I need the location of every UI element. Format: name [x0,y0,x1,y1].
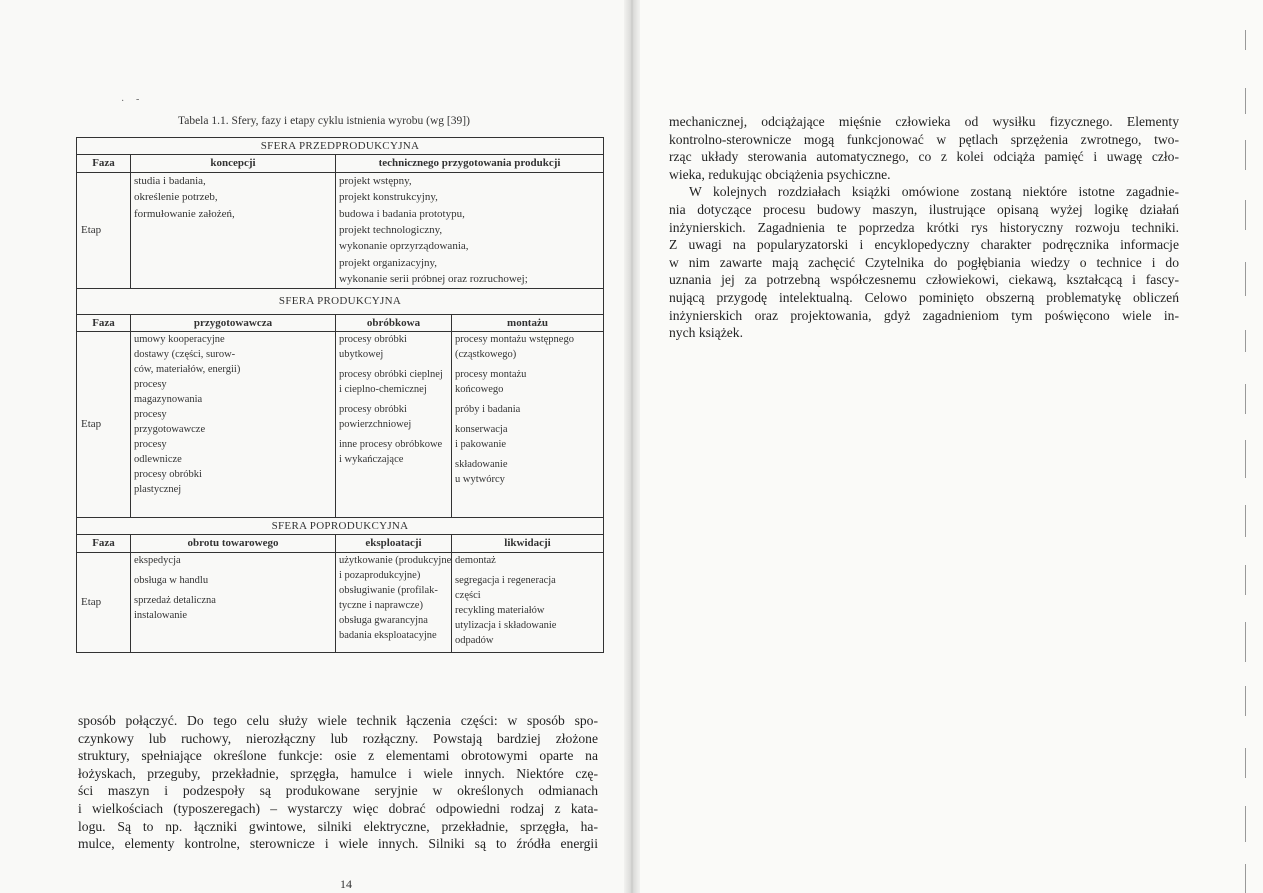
stage-item: umowy kooperacyjne [134,334,225,346]
stage-item: końcowego [455,384,504,396]
book-gutter [624,0,640,893]
page-edge-marks [1243,0,1249,893]
stage-item: plastycznej [134,484,182,496]
stage-item: odlewnicze [134,454,182,466]
stage-list [134,553,332,623]
phase-header: likwidacji [452,535,604,552]
stage-item: badania eksploatacyjne [339,629,437,641]
faza-label: Faza [77,155,131,172]
phase-header: montażu [452,314,604,331]
stage-item: recykling materiałów [455,604,545,616]
stage-item: procesy [134,439,167,451]
phase-header: technicznego przygotowania produkcji [336,155,604,172]
stage-item: magazynowania [134,394,203,406]
stage-item: składowanie [455,459,508,471]
scan-speck: - [136,94,140,105]
stage-item: i cieplno-chemicznej [339,384,427,396]
stage-list [339,173,600,288]
etap-label: Etap [77,332,131,518]
stage-item: procesy [134,409,167,421]
text-line: Z uwagi na popularyzatorski i encyklopedyczny charakter podręcznika informacje [669,237,1179,253]
text-line: w nim zawarte mają zachęcić Czytelnika do pogłębiania wiedzy o technice i do [669,254,1179,270]
stage-item: ekspedycja [134,554,181,566]
stage-item: projekt wstępny, [339,174,412,187]
stage-item: utylizacja i składowanie [455,619,557,631]
stage-item: dostawy (części, surow- [134,349,236,361]
stage-item: określenie potrzeb, [134,191,218,204]
stage-item: i pozaprodukcyjne) [339,569,421,581]
stage-item: procesy montażu wstępnego [455,334,574,346]
text-line: czynkowy lub ruchowy, nierozłączny lub rozłączny. Powstają bardziej złożone [78,730,598,746]
scan-speck: · [121,96,125,107]
stage-item: ców, materiałów, energii) [134,364,241,376]
stage-item: u wytwórcy [455,474,505,486]
stage-item: projekt konstrukcyjny, [339,191,438,204]
stage-item: użytkowanie (produkcyjne [339,554,452,566]
text-line: inżynierskich. Zagadnienia te poprzedza krótki rys historyczny rozwoju techniki. [669,219,1179,235]
stage-item: studia i badania, [134,174,206,187]
stage-item: inne procesy obróbkowe [339,439,443,451]
text-line: mulce, elementy kontrolne, sterownicze i wiele innych. Silniki są to źródła energii [78,836,598,852]
stage-list [339,332,448,467]
stage-cell [336,172,604,288]
left-body-text [78,712,598,853]
stage-cell [131,172,336,288]
text-line: logu. Są to np. łączniki gwintowe, silniki elektryczne, przekładnie, sprzęgła, ha- [78,818,598,834]
stage-item: odpadów [455,634,494,646]
stage-item: procesy [134,379,167,391]
sphere-header: SFERA PRZEDPRODUKCYJNA [77,138,604,155]
stage-item: procesy obróbki [339,404,407,416]
faza-label: Faza [77,314,131,331]
stage-list [339,553,452,643]
lifecycle-table [76,137,604,653]
stage-item: ubytkowej [339,349,384,361]
phase-header: obróbkowa [336,314,452,331]
text-line: i wielkościach (typoszeregach) – wystarczy więc dobrać odpowiedni rodzaj z kata- [78,800,598,816]
phase-header: obrotu towarowego [131,535,336,552]
text-line: kontrolno-sterownicze mogą funkcjonować w pętlach sprzężenia zwrotnego, two- [669,131,1179,147]
stage-cell [452,332,604,518]
stage-item: demontaż [455,554,496,566]
stage-item: procesy obróbki cieplnej [339,369,443,381]
stage-item: formułowanie założeń, [134,207,235,220]
text-line: ści maszyn i podzespoły są produkowane seryjnie w określonych odmianach [78,783,598,799]
stage-cell [452,552,604,652]
stage-item: segregacja i regeneracja [455,574,556,586]
stage-cell [336,552,452,652]
text-line: nych książek. [669,325,743,341]
text-line: uznania jej za potrzebną współczesnemu człowiekowi, ciekawą, kształcącą i fascy- [669,272,1179,288]
right-body-text [669,113,1179,342]
stage-item: procesy montażu [455,369,527,381]
stage-list [134,173,332,222]
etap-label: Etap [77,172,131,288]
text-line: łożyskach, przeguby, przekładnie, sprzęgła, hamulce i wiele innych. Niektóre czę- [78,765,598,781]
stage-list [455,553,600,648]
stage-item: obsługiwanie (profilak- [339,584,438,596]
stage-list [455,332,600,487]
phase-header: koncepcji [131,155,336,172]
page-number: 14 [340,877,352,891]
stage-cell [131,552,336,652]
stage-item: wykonanie oprzyrządowania, [339,240,469,253]
stage-cell [336,332,452,518]
text-line: inżynierskich oraz projektowania, gdyż zagadnieniom tym poświęcono wiele in- [669,307,1179,323]
stage-item: obsługa w handlu [134,574,209,586]
text-line: wieka, redukując obciążenia psychiczne. [669,166,891,182]
stage-item: tyczne i naprawcze) [339,599,423,611]
stage-item: przygotowawcze [134,424,206,436]
faza-label: Faza [77,535,131,552]
sphere-header: SFERA PRODUKCYJNA [77,288,604,314]
stage-item: projekt organizacyjny, [339,256,438,269]
stage-item: procesy obróbki [134,469,202,481]
sphere-header: SFERA POPRODUKCYJNA [77,518,604,535]
stage-item: (cząstkowego) [455,349,517,361]
stage-item: i pakowanie [455,439,507,451]
phase-header: przygotowawcza [131,314,336,331]
text-line: struktury, spełniające określone funkcje: osie z elementami obrotowymi oparte na [78,748,598,764]
stage-cell [131,332,336,518]
stage-item: konserwacja [455,424,508,436]
stage-item: powierzchniowej [339,419,412,431]
stage-item: procesy obróbki [339,334,407,346]
stage-item: instalowanie [134,609,188,621]
text-line: sposób połączyć. Do tego celu służy wiele technik łączenia części: w sposób spo- [78,713,598,728]
stage-item: próby i badania [455,404,521,416]
stage-item: obsługa gwarancyjna [339,614,428,626]
text-line: nującą przygodę intelektualną. Celowo pominięto obszerną problematykę obliczeń [669,289,1179,305]
text-line: mechanicznej, odciążające mięśnie człowieka od wysiłku fizycznego. Elementy [669,114,1179,129]
table-caption: Tabela 1.1. Sfery, fazy i etapy cyklu istnienia wyrobu (wg [39]) [178,115,470,127]
stage-item: sprzedaż detaliczna [134,594,216,606]
stage-item: części [455,589,481,601]
text-line: W kolejnych rozdziałach książki omówione zostaną niektóre istotne zagadnie- [689,184,1179,200]
stage-list [134,332,332,497]
phase-header: eksploatacji [336,535,452,552]
etap-label: Etap [77,552,131,652]
text-line: rząc układy sterowania automatycznego, co z kolei odciąża pamięć i uwagę czło- [669,149,1179,165]
text-line: nia dotyczące procesu budowy maszyn, ilustrujące opisaną wyżej logikę działań [669,201,1179,217]
stage-item: wykonanie serii próbnej oraz rozruchowej; [339,273,528,286]
stage-item: i wykańczające [339,454,404,466]
stage-item: budowa i badania prototypu, [339,207,465,220]
stage-item: projekt technologiczny, [339,224,443,237]
